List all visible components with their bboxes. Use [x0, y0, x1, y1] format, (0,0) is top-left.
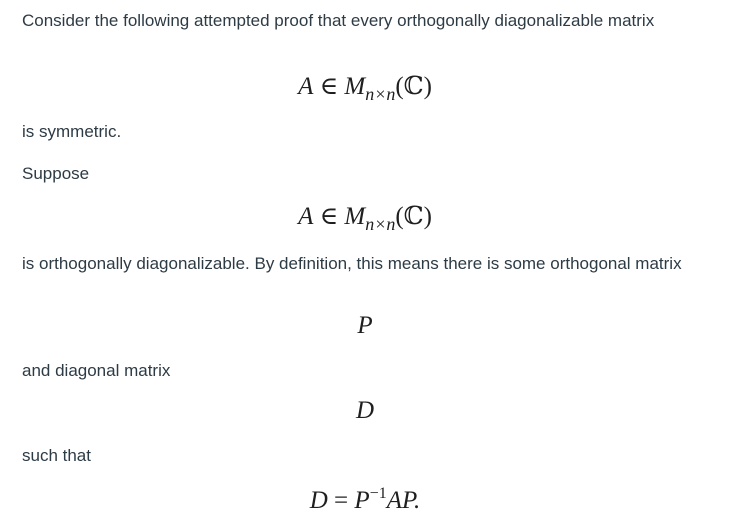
math-set-m: M	[344, 203, 366, 230]
math-equation	[0, 486, 730, 519]
math-membership-1	[0, 72, 730, 103]
math-rest: AP.	[386, 487, 421, 514]
orthogonally-diagonalizable-text: is orthogonally diagonalizable. By definition, this means there is some orthogonal matrix	[22, 254, 682, 273]
math-field: (ℂ)	[395, 73, 432, 100]
math-element-of: ∈	[319, 203, 339, 230]
such-that-text: such that	[22, 446, 91, 465]
math-subscript: n×n	[365, 214, 396, 234]
suppose-text: Suppose	[22, 164, 90, 183]
math-var-a: A	[298, 73, 314, 100]
is-symmetric-text: is symmetric.	[22, 122, 122, 141]
math-var-p: P	[354, 487, 370, 514]
math-field: (ℂ)	[395, 203, 432, 230]
math-var-p: P	[357, 312, 373, 339]
math-var-a: A	[298, 203, 314, 230]
intro-text: Consider the following attempted proof that every orthogonally diagonalizable matrix	[22, 11, 655, 30]
math-equals: =	[334, 487, 349, 514]
math-membership-2	[0, 202, 730, 233]
math-var-d: D	[355, 397, 375, 424]
math-element-of: ∈	[319, 73, 339, 100]
and-diagonal-text: and diagonal matrix	[22, 361, 171, 380]
math-d-symbol	[0, 396, 730, 426]
math-p-symbol	[0, 311, 730, 341]
math-set-m: M	[344, 73, 366, 100]
math-subscript: n×n	[365, 84, 396, 104]
math-superscript: −1	[369, 485, 387, 502]
math-var-d: D	[309, 487, 328, 514]
